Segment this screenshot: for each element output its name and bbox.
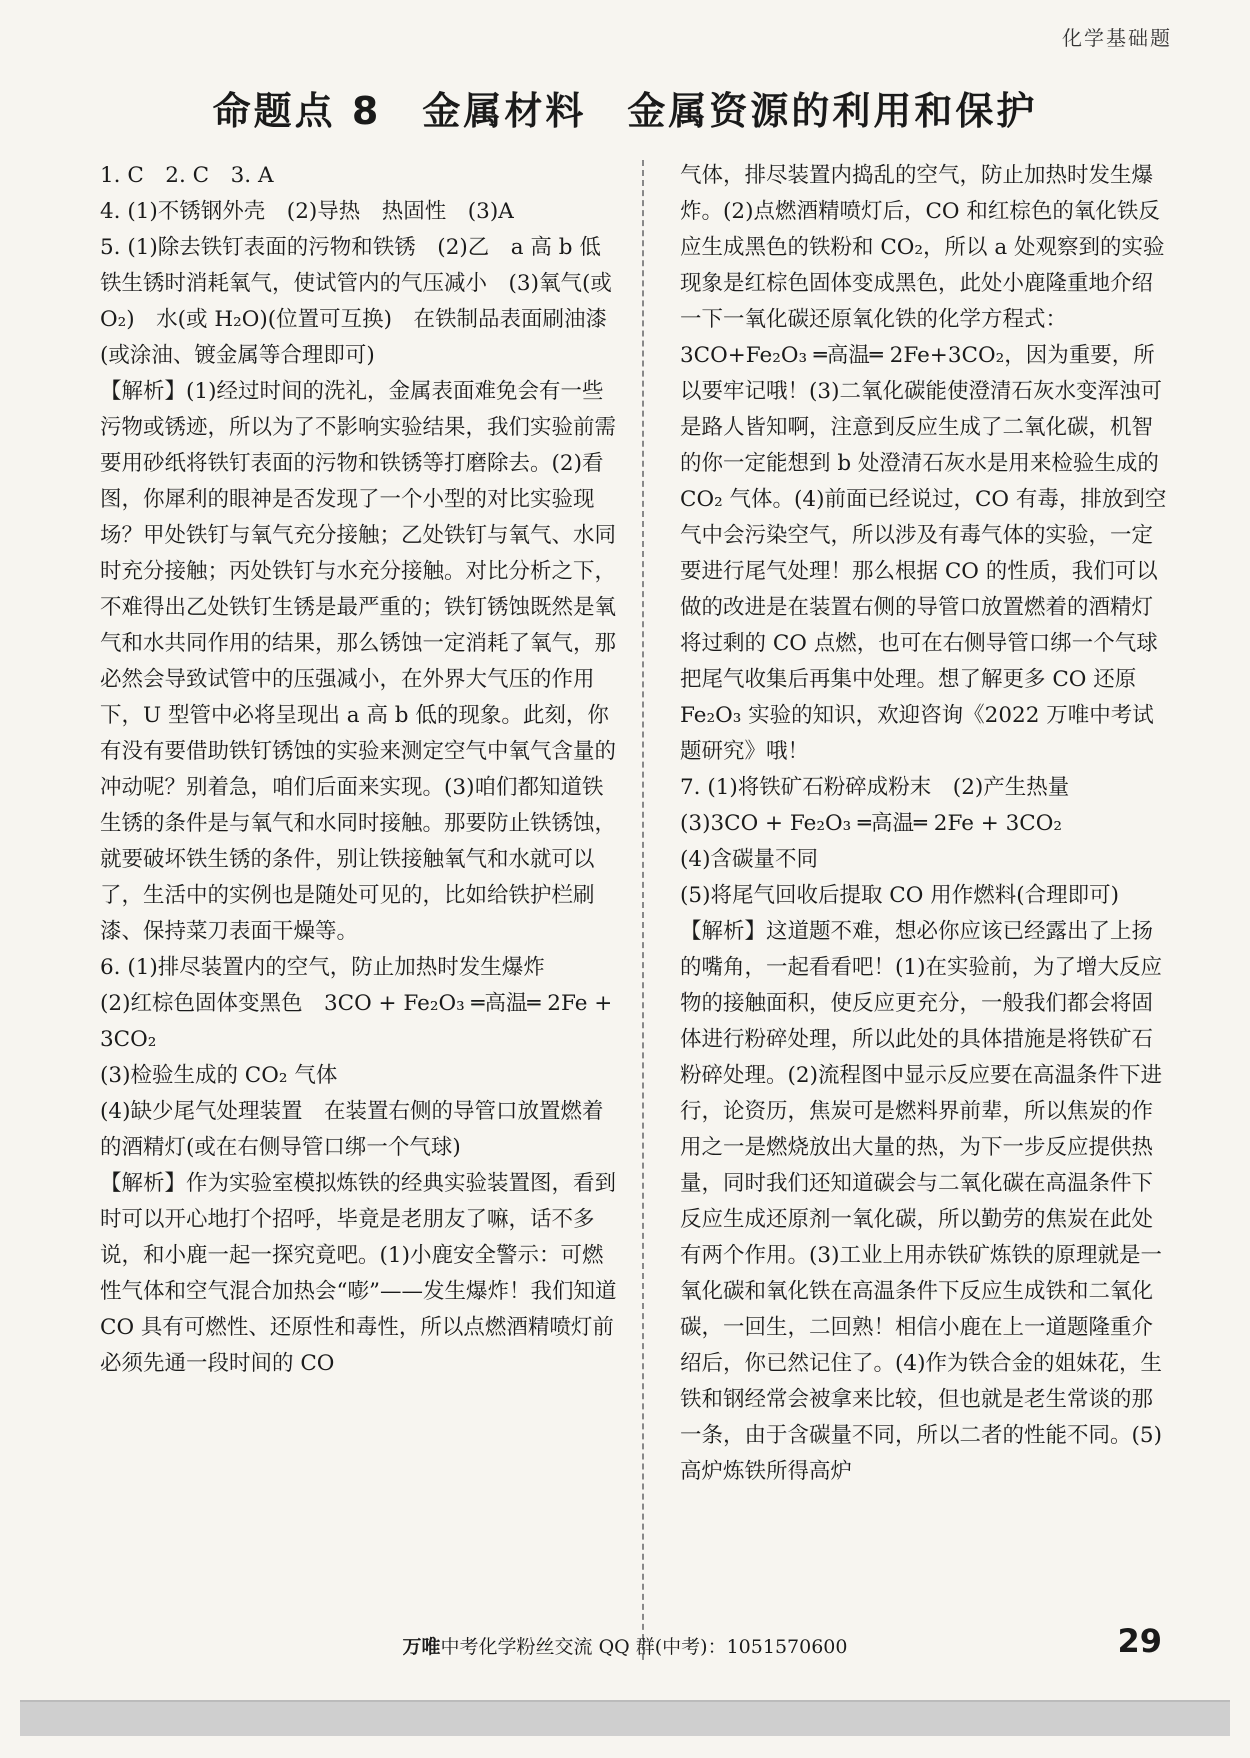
column-divider: [642, 160, 644, 1660]
answer-1-3: 1. C 2. C 3. A: [100, 163, 274, 188]
answer-7-4: (4)含碳量不同: [680, 847, 818, 872]
answer-7-5: (5)将尾气回收后提取 CO 用作燃料(合理即可): [680, 883, 1119, 908]
page-title: 命题点 8 金属材料 金属资源的利用和保护: [212, 89, 1038, 133]
right-column: [680, 158, 1170, 1490]
section-tag: 化学基础题: [1062, 26, 1172, 50]
page-number: 29: [1117, 1622, 1162, 1660]
footer-text: 中考化学粉丝交流 QQ 群(中考)：1051570600: [440, 1636, 848, 1658]
answer-5: 5. (1)除去铁钉表面的污物和铁锈 (2)乙 a 高 b 低 铁生锈时消耗氧气，使试管内的气压减小 (3)氧气(或 O₂) 水(或 H₂O)(位置可互换) 在铁制品表面刷油漆(或涂油、镀金属等合理即可): [100, 235, 623, 368]
answer-4: 4. (1)不锈钢外壳 (2)导热 热固性 (3)A: [100, 199, 514, 224]
answer-6-1: 6. (1)排尽装置内的空气，防止加热时发生爆炸: [100, 955, 545, 980]
brand-logo: 万唯: [402, 1636, 441, 1658]
answer-6-3: (3)检验生成的 CO₂ 气体: [100, 1063, 338, 1088]
answer-6-2: (2)红棕色固体变黑色 3CO + Fe₂O₃ ═高温═ 2Fe + 3CO₂: [100, 991, 613, 1052]
bottom-band: [20, 1700, 1230, 1736]
analysis-7: 【解析】这道题不难，想必你应该已经露出了上扬的嘴角，一起看看吧！(1)在实验前，为了增大反应物的接触面积，使反应更充分，一般我们都会将固体进行粉碎处理，所以此处的具体措施是将铁矿石粉碎处理。(2)流程图中显示反应要在高温条件下进行，论资历，焦炭可是燃料界前辈，所以焦炭的作用之一是燃烧放出大量的热，为下一步反应提供热量，同时我们还知道碳会与二氧化碳在高温条件下反应生成还原剂一氧化碳，所以勤劳的焦炭在此处有两个作用。(3)工业上用赤铁矿炼铁的原理就是一氧化碳和氧化铁在高温条件下反应生成铁和二氧化碳，一回生，二回熟！相信小鹿在上一道题隆重介绍后，你已然记住了。(4)作为铁合金的姐妹花，生铁和钢经常会被拿来比较，但也就是老生常谈的那一条，由于含碳量不同，所以二者的性能不同。(5)高炉炼铁所得高炉: [680, 919, 1162, 1484]
analysis-6: 【解析】作为实验室模拟炼铁的经典实验装置图，看到时可以开心地打个招呼，毕竟是老朋友了嘛，话不多说，和小鹿一起一探究竟吧。(1)小鹿安全警示：可燃性气体和空气混合加热会“嘭”——发生爆炸！我们知道 CO 具有可燃性、还原性和毒性，所以点燃酒精喷灯前必须先通一段时间的 CO: [100, 1171, 617, 1376]
answer-7-3: (3)3CO + Fe₂O₃ ═高温═ 2Fe + 3CO₂: [680, 811, 1062, 836]
analysis-6-continued: 气体，排尽装置内捣乱的空气，防止加热时发生爆炸。(2)点燃酒精喷灯后，CO 和红棕色的氧化铁反应生成黑色的铁粉和 CO₂，所以 a 处观察到的实验现象是红棕色固体变成黑色，此处小鹿隆重地介绍一下一氧化碳还原氧化铁的化学方程式：3CO+Fe₂O₃ ═高温═ 2Fe+3CO₂，因为重要，所以要牢记哦！(3)二氧化碳能使澄清石灰水变浑浊可是路人皆知啊，注意到反应生成了二氧化碳，机智的你一定能想到 b 处澄清石灰水是用来检验生成的 CO₂ 气体。(4)前面已经说过，CO 有毒，排放到空气中会污染空气，所以涉及有毒气体的实验，一定要进行尾气处理！那么根据 CO 的性质，我们可以做的改进是在装置右侧的导管口放置燃着的酒精灯将过剩的 CO 点燃，也可在右侧导管口绑一个气球把尾气收集后再集中处理。想了解更多 CO 还原 Fe₂O₃ 实验的知识，欢迎咨询《2022 万唯中考试题研究》哦！: [680, 163, 1167, 764]
answer-6-4: (4)缺少尾气处理装置 在装置右侧的导管口放置燃着的酒精灯(或在右侧导管口绑一个气球): [100, 1099, 604, 1160]
answer-7-1-2: 7. (1)将铁矿石粉碎成粉末 (2)产生热量: [680, 775, 1070, 800]
analysis-5: 【解析】(1)经过时间的洗礼，金属表面难免会有一些污物或锈迹，所以为了不影响实验结果，我们实验前需要用砂纸将铁钉表面的污物和铁锈等打磨除去。(2)看图，你犀利的眼神是否发现了一个小型的对比实验现场？甲处铁钉与氧气充分接触；乙处铁钉与氧气、水同时充分接触；丙处铁钉与水充分接触。对比分析之下，不难得出乙处铁钉生锈是最严重的；铁钉锈蚀既然是氧气和水共同作用的结果，那么锈蚀一定消耗了氧气，那必然会导致试管中的压强减小，在外界大气压的作用下，U 型管中必将呈现出 a 高 b 低的现象。此刻，你有没有要借助铁钉锈蚀的实验来测定空气中氧气含量的冲动呢？别着急，咱们后面来实现。(3)咱们都知道铁生锈的条件是与氧气和水同时接触。那要防止铁锈蚀，就要破坏铁生锈的条件，别让铁接触氧气和水就可以了，生活中的实例也是随处可见的，比如给铁护栏刷漆、保持菜刀表面干燥等。: [100, 379, 617, 944]
footer: [0, 1632, 1250, 1659]
left-column: [100, 158, 623, 1382]
